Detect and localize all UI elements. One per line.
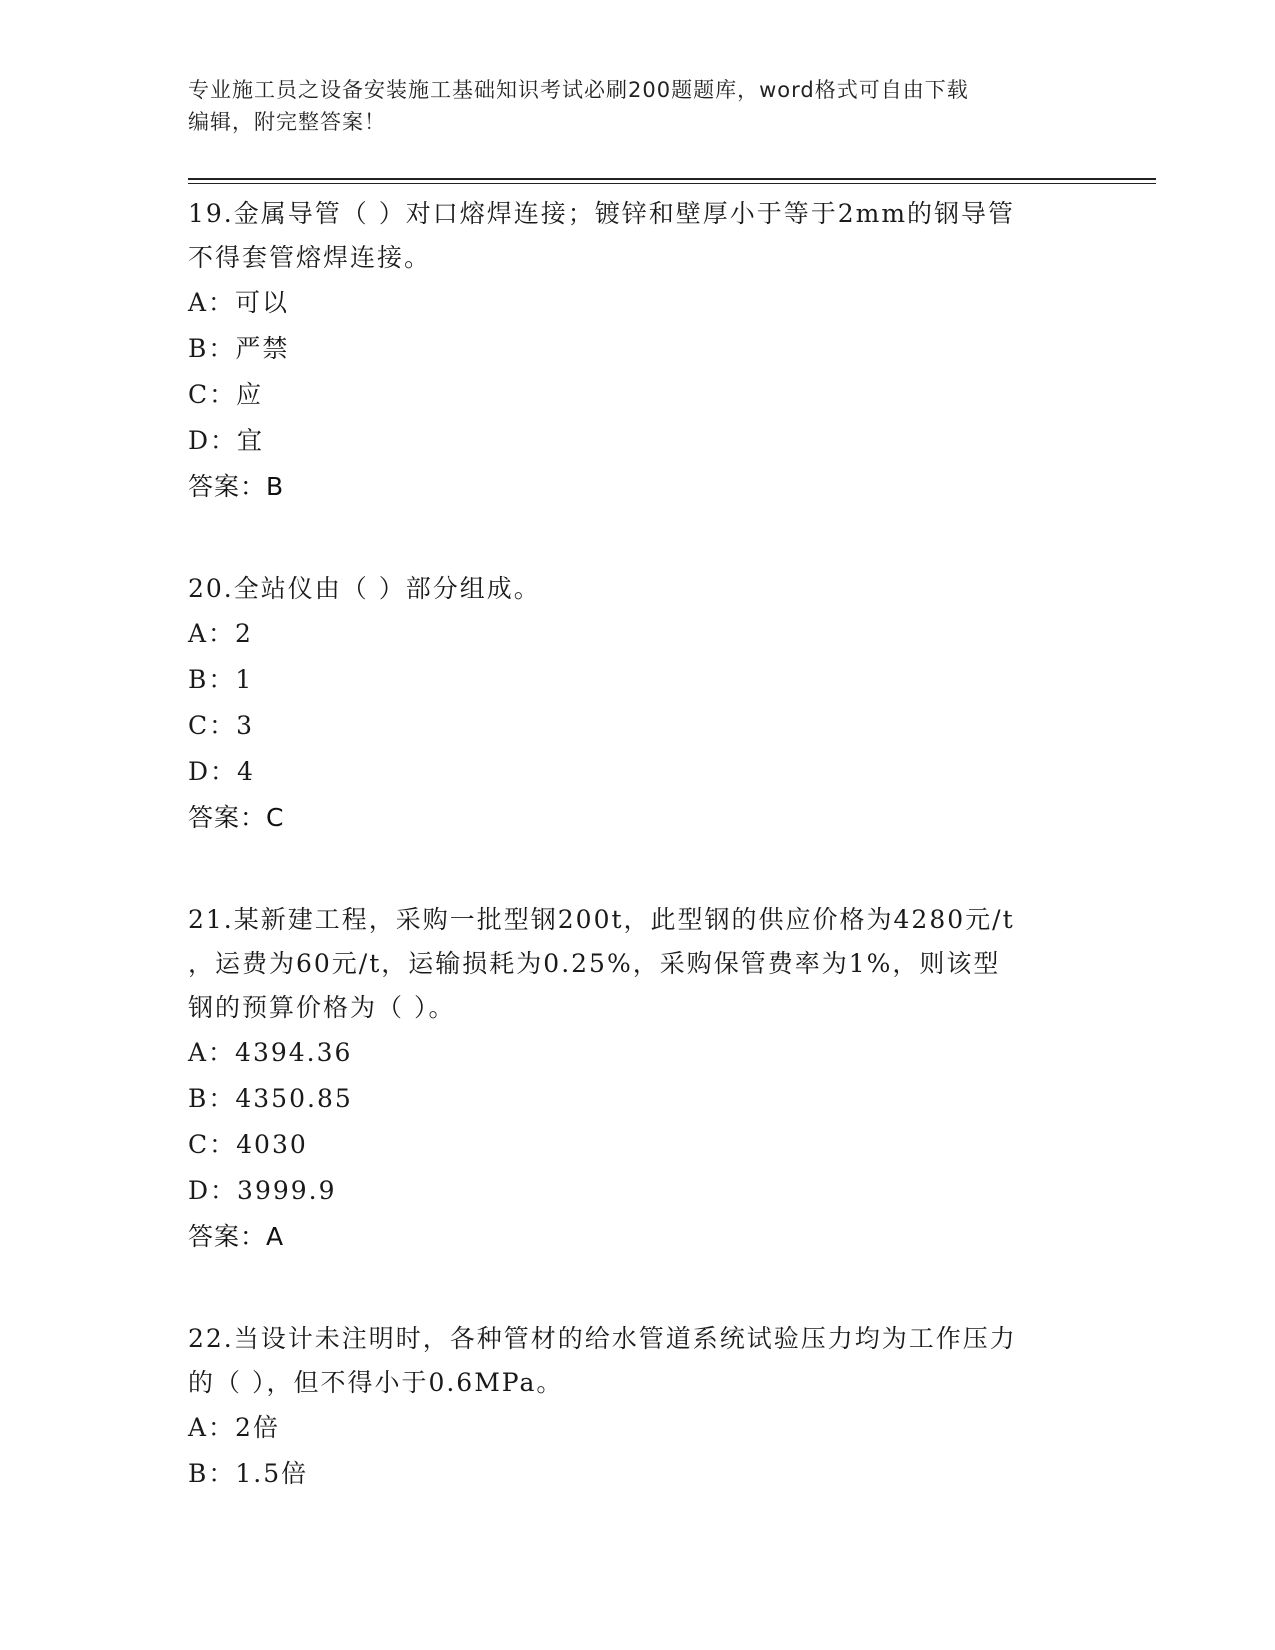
- header-line-1: 专业施工员之设备安装施工基础知识考试必刷200题题库，word格式可自由下载: [188, 78, 969, 102]
- question-stem-line: 22.当设计未注明时，各种管材的给水管道系统试验压力均为工作压力: [188, 1324, 1017, 1353]
- option-b: B：4350.85: [188, 1084, 353, 1113]
- answer-label: 答案：B: [188, 472, 285, 501]
- question-stem-line: 19.金属导管（ ）对口熔焊连接；镀锌和壁厚小于等于2mm的钢导管: [188, 199, 1016, 228]
- answer-label: 答案：C: [188, 803, 285, 832]
- document-header: [188, 74, 1068, 138]
- option-c: C：应: [188, 380, 264, 409]
- option-a: A：4394.36: [188, 1038, 353, 1067]
- option-d: D：宜: [188, 426, 265, 455]
- answer-label: 答案：A: [188, 1222, 285, 1251]
- question-19: [188, 192, 1088, 510]
- header-divider-thick: [188, 178, 1156, 180]
- question-stem-line: ，运费为60元/t，运输损耗为0.25%，采购保管费率为1%，则该型: [188, 949, 1001, 978]
- option-a: A：可以: [188, 288, 290, 317]
- question-stem-line: 钢的预算价格为（ ）。: [188, 993, 456, 1022]
- question-22: [188, 1317, 1088, 1497]
- question-stem-line: 20.全站仪由（ ）部分组成。: [188, 574, 541, 603]
- header-line-2: 编辑，附完整答案！: [188, 110, 386, 134]
- option-c: C：4030: [188, 1130, 308, 1159]
- option-b: B：1.5倍: [188, 1459, 309, 1488]
- question-stem-line: 的（ ），但不得小于0.6MPa。: [188, 1368, 564, 1397]
- option-c: C：3: [188, 711, 255, 740]
- question-stem-line: 不得套管熔焊连接。: [188, 243, 432, 272]
- question-stem-line: 21.某新建工程，采购一批型钢200t，此型钢的供应价格为4280元/t: [188, 905, 1015, 934]
- option-a: A：2: [188, 619, 253, 648]
- option-d: D：3999.9: [188, 1176, 337, 1205]
- option-a: A：2倍: [188, 1413, 280, 1442]
- question-list: [188, 192, 1088, 1554]
- option-b: B：严禁: [188, 334, 290, 363]
- header-divider-thin: [188, 183, 1156, 184]
- option-b: B：1: [188, 665, 254, 694]
- option-d: D：4: [188, 757, 255, 786]
- question-20: [188, 567, 1088, 841]
- question-21: [188, 898, 1088, 1260]
